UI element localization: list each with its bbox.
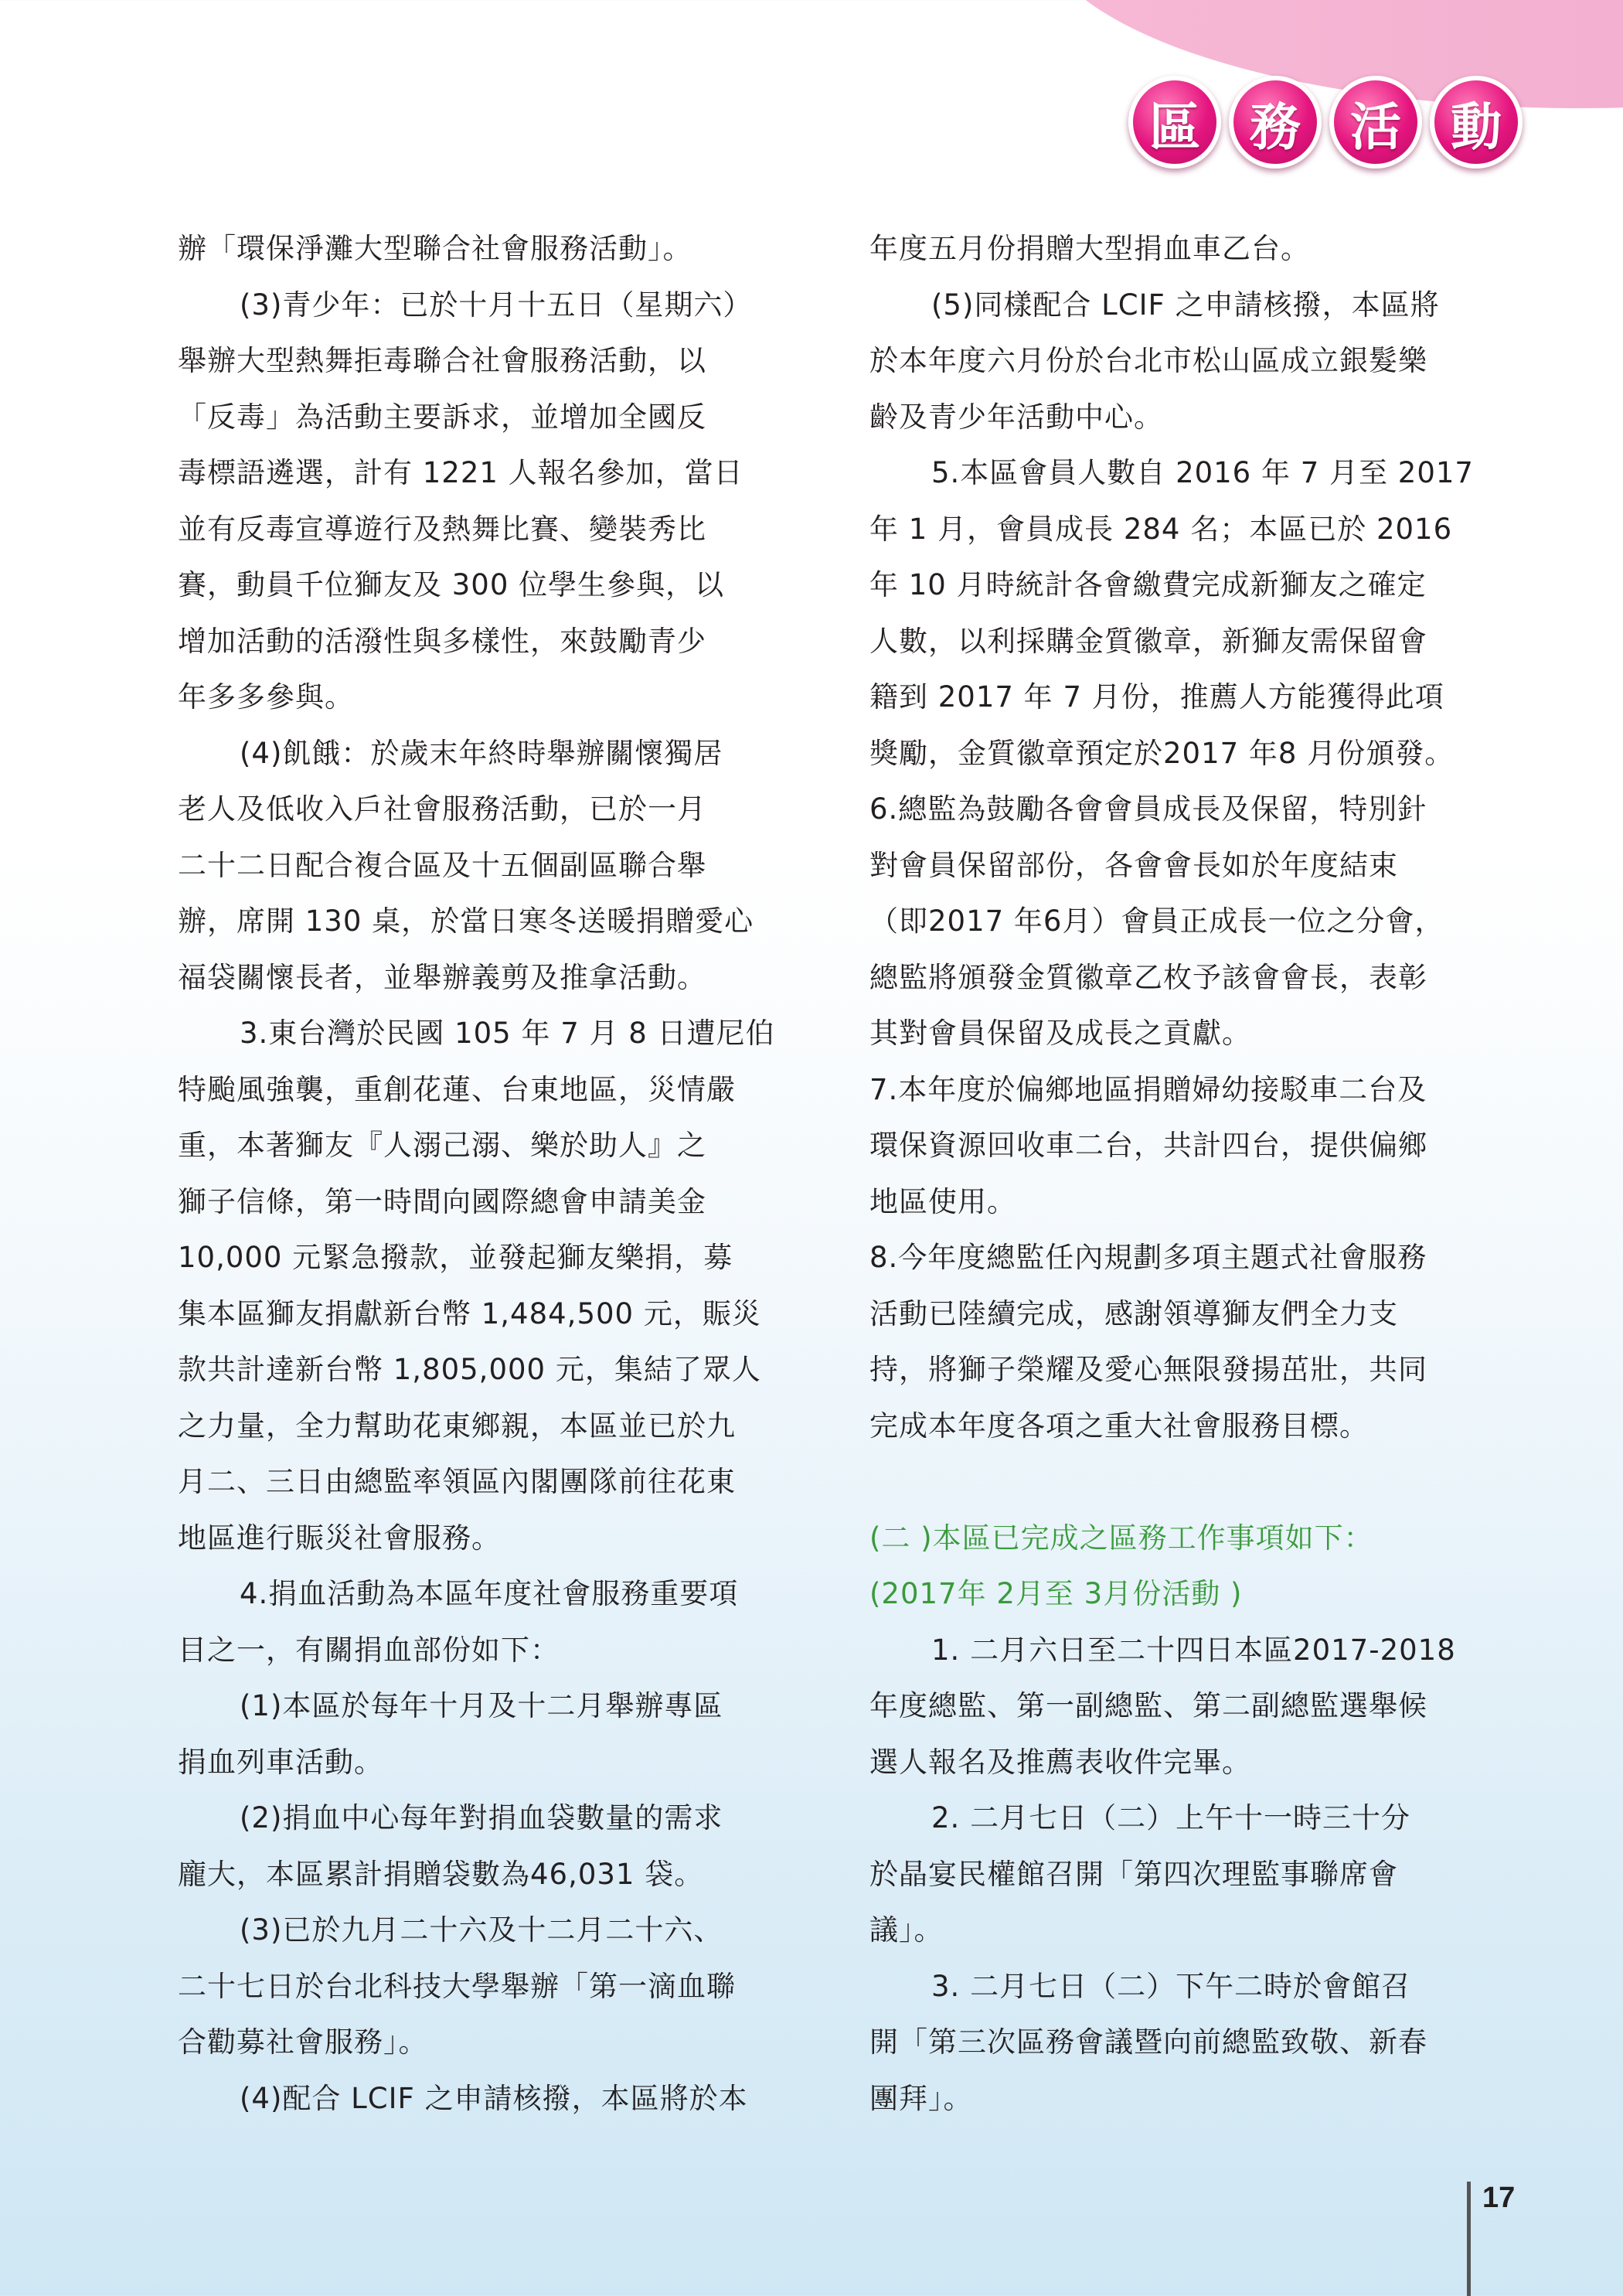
page-number-bar: [1467, 2182, 1471, 2296]
text-line: (4)飢餓：於歲末年終時舉辦關懷獨居: [240, 736, 723, 770]
text-line: 賽，動員千位獅友及 300 位學生參與，以: [178, 568, 725, 601]
text-line: (3)青少年：已於十月十五日（星期六）: [240, 288, 753, 322]
text-line: 7.本年度於偏鄉地區捐贈婦幼接駁車二台及: [869, 1072, 1427, 1106]
text-line: 年度五月份捐贈大型捐血車乙台。: [869, 232, 1310, 265]
text-line: 增加活動的活潑性與多樣性，來鼓勵青少: [178, 624, 706, 658]
text-line: (3)已於九月二十六及十二月二十六、: [240, 1913, 723, 1947]
text-line: 議」。: [869, 1913, 944, 1947]
text-line: 其對會員保留及成長之貢獻。: [869, 1017, 1251, 1050]
text-line: （即2017 年6月）會員正成長一位之分會，: [869, 904, 1444, 938]
text-line: 老人及低收入戶社會服務活動，已於一月: [178, 792, 706, 826]
text-line: 舉辦大型熱舞拒毒聯合社會服務活動，以: [178, 344, 706, 377]
text-line: 開「第三次區務會議暨向前總監致敬、新春: [869, 2025, 1427, 2059]
text-line: 人數，以利採購金質徽章，新獅友需保留會: [869, 624, 1427, 658]
text-line: 6.總監為鼓勵各會會員成長及保留，特別針: [869, 792, 1427, 826]
text-line: 月二、三日由總監率領區內閣團隊前往花東: [178, 1465, 736, 1498]
text-line: 8.今年度總監任內規劃多項主題式社會服務: [869, 1241, 1427, 1274]
text-line: 年度總監、第一副總監、第二副總監選舉候: [869, 1689, 1427, 1722]
text-line: 特颱風強襲，重創花蓮、台東地區，災情嚴: [178, 1072, 736, 1106]
section-title: [1128, 76, 1523, 169]
text-line: 選人報名及推薦表收件完畢。: [869, 1745, 1251, 1779]
text-line: 毒標語遴選，計有 1221 人報名參加，當日: [178, 456, 743, 489]
page-number: 17: [1482, 2182, 1516, 2214]
text-line: 地區使用。: [869, 1184, 1016, 1218]
text-line: 地區進行賑災社會服務。: [178, 1521, 501, 1555]
left-text-column: [178, 221, 781, 2127]
text-line: 重，本著獅友『人溺己溺、樂於助人』之: [178, 1129, 706, 1162]
text-line: 環保資源回收車二台，共計四台，提供偏鄉: [869, 1129, 1427, 1162]
text-line: 年 10 月時統計各會繳費完成新獅友之確定: [869, 568, 1427, 601]
section-title-char: 活: [1329, 76, 1422, 169]
text-line: 之力量，全力幫助花東鄉親，本區並已於九: [178, 1409, 736, 1443]
text-line: 對會員保留部份，各會會長如於年度結束: [869, 848, 1398, 882]
text-line: 團拜」。: [869, 2081, 973, 2115]
text-line: [869, 1454, 1472, 1511]
text-line: 完成本年度各項之重大社會服務目標。: [869, 1409, 1369, 1443]
text-line: 獅子信條，第一時間向國際總會申請美金: [178, 1184, 706, 1218]
text-line: 福袋關懷長者，並舉辦義剪及推拿活動。: [178, 960, 706, 994]
text-line: 活動已陸續完成，感謝領導獅友們全力支: [869, 1296, 1398, 1330]
text-line: (5)同樣配合 LCIF 之申請核撥，本區將: [931, 288, 1440, 322]
text-line: (4)配合 LCIF 之申請核撥，本區將於本: [240, 2081, 748, 2115]
text-line: 目之一，有關捐血部份如下：: [178, 1633, 560, 1667]
text-line: 總監將頒發金質徽章乙枚予該會會長，表彰: [869, 960, 1427, 994]
text-line: 龐大，本區累計捐贈袋數為46,031 袋。: [178, 1857, 704, 1891]
text-line: (二 )本區已完成之區務工作事項如下：: [869, 1521, 1373, 1555]
right-text-column: [869, 221, 1472, 2127]
text-line: 於晶宴民權館召開「第四次理監事聯席會: [869, 1857, 1398, 1891]
text-line: 2. 二月七日（二）上午十一時三十分: [931, 1801, 1411, 1834]
section-title-char: 務: [1229, 76, 1322, 169]
text-line: 並有反毒宣導遊行及熱舞比賽、變裝秀比: [178, 512, 706, 546]
text-line: 年 1 月，會員成長 284 名；本區已於 2016: [869, 512, 1453, 546]
section-title-char: 區: [1128, 76, 1221, 169]
text-line: (1)本區於每年十月及十二月舉辦專區: [240, 1689, 723, 1722]
text-line: 持，將獅子榮耀及愛心無限發揚茁壯，共同: [869, 1353, 1427, 1386]
text-line: 二十七日於台北科技大學舉辦「第一滴血聯: [178, 1969, 736, 2003]
text-line: 集本區獅友捐獻新台幣 1,484,500 元，賑災: [178, 1296, 761, 1330]
text-line: 籍到 2017 年 7 月份，推薦人方能獲得此項: [869, 680, 1444, 714]
text-line: 1. 二月六日至二十四日本區2017-2018: [931, 1633, 1456, 1667]
text-line: 5.本區會員人數自 2016 年 7 月至 2017: [931, 456, 1474, 489]
text-line: 4.捐血活動為本區年度社會服務重要項: [240, 1577, 739, 1610]
text-line: 合勸募社會服務」。: [178, 2025, 428, 2059]
text-line: 款共計達新台幣 1,805,000 元，集結了眾人: [178, 1353, 761, 1386]
text-line: 獎勵，金質徽章預定於2017 年8 月份頒發。: [869, 736, 1455, 770]
section-title-char: 動: [1430, 76, 1523, 169]
text-line: 年多多參與。: [178, 680, 354, 714]
text-line: (2)捐血中心每年對捐血袋數量的需求: [240, 1801, 723, 1834]
text-line: (2017年 2月至 3月份活動 ): [869, 1577, 1243, 1610]
text-line: 10,000 元緊急撥款，並發起獅友樂捐，募: [178, 1241, 733, 1274]
text-line: 於本年度六月份於台北市松山區成立銀髮樂: [869, 344, 1427, 377]
text-line: 二十二日配合複合區及十五個副區聯合舉: [178, 848, 706, 882]
text-line: 齡及青少年活動中心。: [869, 400, 1163, 434]
text-line: 3.東台灣於民國 105 年 7 月 8 日遭尼伯: [240, 1017, 775, 1050]
text-line: 辦，席開 130 桌，於當日寒冬送暖捐贈愛心: [178, 904, 754, 938]
text-line: 捐血列車活動。: [178, 1745, 383, 1779]
text-line: 3. 二月七日（二）下午二時於會館召: [931, 1969, 1411, 2003]
text-line: 辦「環保淨灘大型聯合社會服務活動」。: [178, 232, 692, 265]
text-line: 「反毒」為活動主要訴求，並增加全國反: [178, 400, 706, 434]
